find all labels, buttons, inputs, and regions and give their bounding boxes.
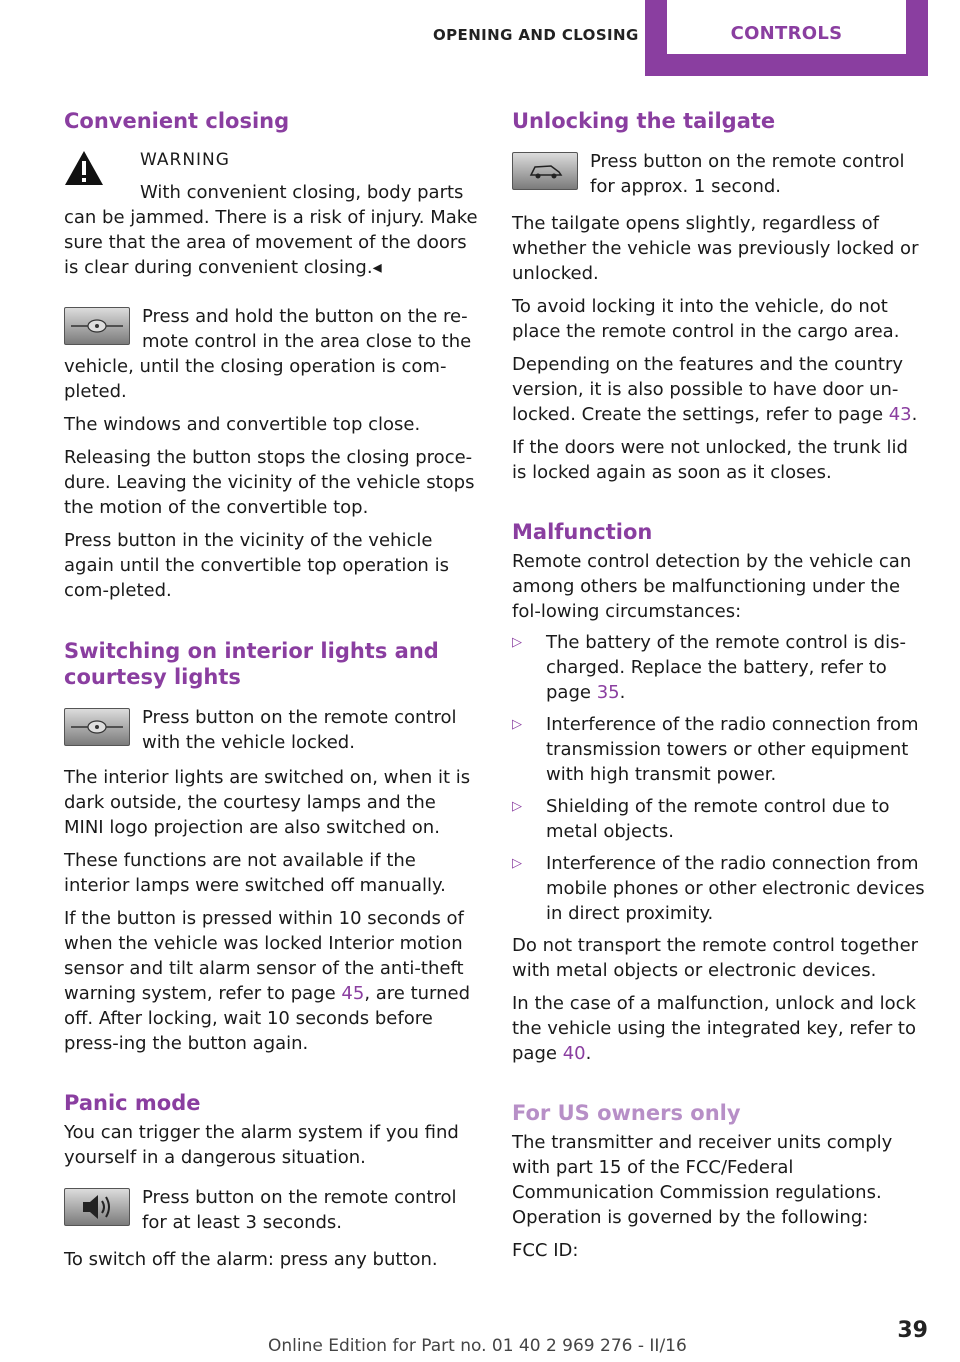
triangle-bullet-icon: ▷ — [512, 856, 522, 871]
tail-p3: To avoid locking it into the vehicle, do not place the remote control in the cargo area. — [512, 296, 900, 342]
page-link-43[interactable]: 43 — [888, 404, 912, 425]
heading-interior-lights: Switching on interior lights and courtesy lights — [64, 639, 439, 689]
page-link-45[interactable]: 45 — [341, 983, 365, 1004]
page-link-35[interactable]: 35 — [596, 682, 620, 703]
page-number: 39 — [897, 1318, 928, 1343]
heading-malfunction: Malfunction — [512, 520, 653, 544]
mal-p3-text-end: . — [585, 1043, 592, 1064]
mal-p3-text: In the case of a malfunction, unlock and lock the vehicle using the integrated key, refer to page — [512, 993, 917, 1064]
panic-p3: To switch off the alarm: press any button. — [64, 1249, 438, 1270]
lights-instruction — [64, 705, 479, 755]
list-item-text: Interference of the radio connection from mobile phones or other electronic devices in direct proximity. — [546, 853, 925, 924]
us-p1: The transmitter and receiver units comply with part 15 of the FCC/Federal Communication Commission regulations. Operation is governed by the following: — [512, 1132, 893, 1228]
warning-block — [64, 148, 479, 280]
list-item-text: Shielding of the remote control due to metal objects. — [546, 796, 890, 842]
us-p2: FCC ID: — [512, 1240, 579, 1261]
tail-p4 — [512, 352, 927, 427]
warning-label: WARNING — [140, 150, 230, 170]
list-item — [512, 794, 927, 844]
conv-p1: Press and hold the button on the re‐mote control in the area close to the vehicle, until the closing operation is com‐pleted. — [64, 306, 472, 402]
list-item-text-end: . — [619, 682, 626, 703]
chapter-tab[interactable] — [645, 0, 928, 76]
lights-p1: Press button on the remote control with the vehicle locked. — [142, 707, 457, 753]
list-item — [512, 712, 927, 787]
lights-p4-text-end: , are turned off. After locking, wait 10 seconds before press‐ing the button again. — [64, 983, 471, 1054]
list-item-text: Interference of the radio connection from transmission towers or other equipment with high transmit power. — [546, 714, 919, 785]
lights-p4 — [64, 906, 479, 1056]
tail-p2: The tailgate opens slightly, regardless of whether the vehicle was previously locked or unlocked. — [512, 213, 919, 284]
page-link-40[interactable]: 40 — [562, 1043, 586, 1064]
triangle-bullet-icon: ▷ — [512, 635, 522, 650]
convenient-closing-instruction — [64, 304, 479, 404]
mal-p1: Remote control detection by the vehicle can among others be malfunctioning under the fol‐lowing circumstances: — [512, 551, 912, 622]
heading-convenient-closing: Convenient closing — [64, 109, 290, 133]
triangle-bullet-icon: ▷ — [512, 799, 522, 814]
page-footer — [0, 1318, 960, 1362]
triangle-bullet-icon: ▷ — [512, 717, 522, 732]
heading-us-owners: For US owners only — [512, 1101, 741, 1125]
conv-p4: Press button in the vicinity of the vehicle again until the convertible top operation is com‐pleted. — [64, 530, 449, 601]
tail-p4-text: Depending on the features and the country version, it is also possible to have door un‐locked. Create the settings, refer to page — [512, 354, 903, 425]
tailgate-button-icon — [512, 152, 578, 190]
lights-p2: The interior lights are switched on, when it is dark outside, the courtesy lamps and the MINI logo projection are also switched on. — [64, 767, 471, 838]
conv-p3: Releasing the button stops the closing proce‐dure. Leaving the vicinity of the vehicle stops the motion of the convertible top. — [64, 447, 475, 518]
remote-lock-button-icon — [64, 708, 130, 746]
left-column — [64, 108, 479, 1272]
edition-note: Online Edition for Part no. 01 40 2 969 276 - II/16 — [268, 1336, 687, 1356]
panic-p2: Press button on the remote control for at least 3 seconds. — [142, 1187, 457, 1233]
warning-icon — [64, 150, 104, 186]
mal-p2: Do not transport the remote control together with metal objects or electronic devices. — [512, 935, 919, 981]
lights-p3: These functions are not available if the interior lamps were switched off manually. — [64, 850, 446, 896]
warning-text: With convenient closing, body parts can be jammed. There is a risk of injury. Make sure that the area of movement of the doors is clear during convenient closing.◂ — [64, 182, 478, 278]
tailgate-instruction — [512, 149, 927, 199]
tail-p1: Press button on the remote control for approx. 1 second. — [590, 151, 905, 197]
list-item — [512, 851, 927, 926]
panic-button-icon — [64, 1188, 130, 1226]
section-title: OPENING AND CLOSING — [433, 26, 639, 44]
heading-unlocking-tailgate: Unlocking the tailgate — [512, 109, 776, 133]
right-column — [512, 108, 927, 1263]
chapter-tab-inner — [667, 0, 906, 54]
remote-lock-button-icon — [64, 307, 130, 345]
mal-p3 — [512, 991, 927, 1066]
list-item — [512, 630, 927, 705]
chapter-tab-label: CONTROLS — [730, 23, 843, 44]
panic-p1: You can trigger the alarm system if you find yourself in a dangerous situation. — [64, 1122, 459, 1168]
panic-instruction — [64, 1185, 479, 1235]
heading-panic-mode: Panic mode — [64, 1091, 201, 1115]
conv-p2: The windows and convertible top close. — [64, 414, 421, 435]
tail-p4-text-end: . — [911, 404, 918, 425]
malfunction-list — [512, 630, 927, 926]
tail-p5: If the doors were not unlocked, the trunk lid is locked again as soon as it closes. — [512, 437, 908, 483]
lights-p4-text: If the button is pressed within 10 seconds of when the vehicle was locked Interior motion sensor and tilt alarm sensor of the anti-theft warning system, refer to page — [64, 908, 464, 1004]
list-item-text: The battery of the remote control is dis‐charged. Replace the battery, refer to page — [546, 632, 906, 703]
